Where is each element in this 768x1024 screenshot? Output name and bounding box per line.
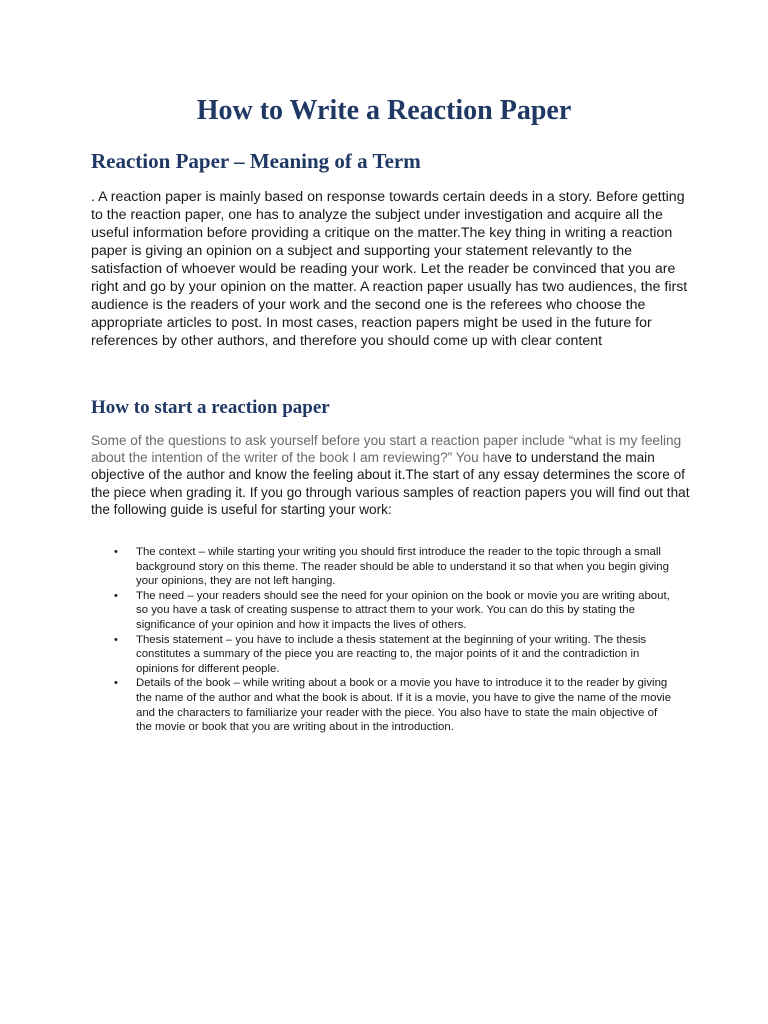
bullet-dot-icon: • bbox=[114, 677, 118, 690]
guide-bullet-list bbox=[114, 545, 676, 735]
paragraph-how-to-start-rest: ve to understand the main objective of the author and know the feeling about it.The start of any essay determines the score of the piece when grading it. If you go through various samples of reaction papers you will find out that the following guide is useful for starting your work: bbox=[91, 450, 690, 517]
section-heading-how-to-start: How to start a reaction paper bbox=[91, 397, 330, 418]
bullet-dot-icon: • bbox=[114, 589, 118, 602]
section-heading-meaning: Reaction Paper – Meaning of a Term bbox=[91, 149, 421, 173]
paragraph-how-to-start bbox=[91, 432, 691, 518]
list-item bbox=[114, 545, 676, 589]
list-item bbox=[114, 676, 676, 734]
list-item-text: The need – your readers should see the need for your opinion on the book or movie you are writing about, so you have a task of creating suspense to attract them to your work. You can do this by stating the significance of your opinion and how it impacts the lives of others. bbox=[136, 589, 670, 631]
list-item bbox=[114, 633, 676, 677]
list-item-text: Thesis statement – you have to include a thesis statement at the beginning of your writing. The thesis constitutes a summary of the piece you are reacting to, the major points of it and the contradiction in opinions for different people. bbox=[136, 633, 647, 675]
list-item bbox=[114, 589, 676, 633]
paragraph-meaning: . A reaction paper is mainly based on response towards certain deeds in a story. Before getting to the reaction paper, one has to analyze the subject under investigation and acquire all the useful information before providing a critique on the matter.The key thing in writing a reaction paper is giving an opinion on a subject and supporting your statement relevantly to the satisfaction of whoever would be reading your work. Let the reader be convinced that you are right and go by your opinion on the matter. A reaction paper usually has two audiences, the first audience is the readers of your work and the second one is the referees who choose the appropriate articles to post. In most cases, reaction papers might be used in the future for references by other authors, and therefore you should come up with clear content bbox=[91, 189, 688, 349]
document-title: How to Write a Reaction Paper bbox=[196, 95, 572, 126]
paragraph-how-to-start-faded-part: Some of the questions to ask yourself before you start a reaction paper include “what is my feeling about the intention of the writer of the book I am reviewing?” You ha bbox=[91, 433, 682, 466]
list-item-text: The context – while starting your writing you should first introduce the reader to the topic through a small background story on this theme. The reader should be able to understand it so that when you begin giving your opinions, they are not left hanging. bbox=[136, 546, 669, 588]
bullet-dot-icon: • bbox=[114, 546, 118, 558]
bullet-dot-icon: • bbox=[114, 633, 118, 646]
list-item-text: Details of the book – while writing about a book or a movie you have to introduce it to the reader by giving the name of the author and what the book is about. If it is a movie, you have to give the name of the movie and the characters to familiarize your reader with the piece. You also have to state the main objective of the movie or book that you are writing about in the introduction. bbox=[136, 677, 672, 734]
